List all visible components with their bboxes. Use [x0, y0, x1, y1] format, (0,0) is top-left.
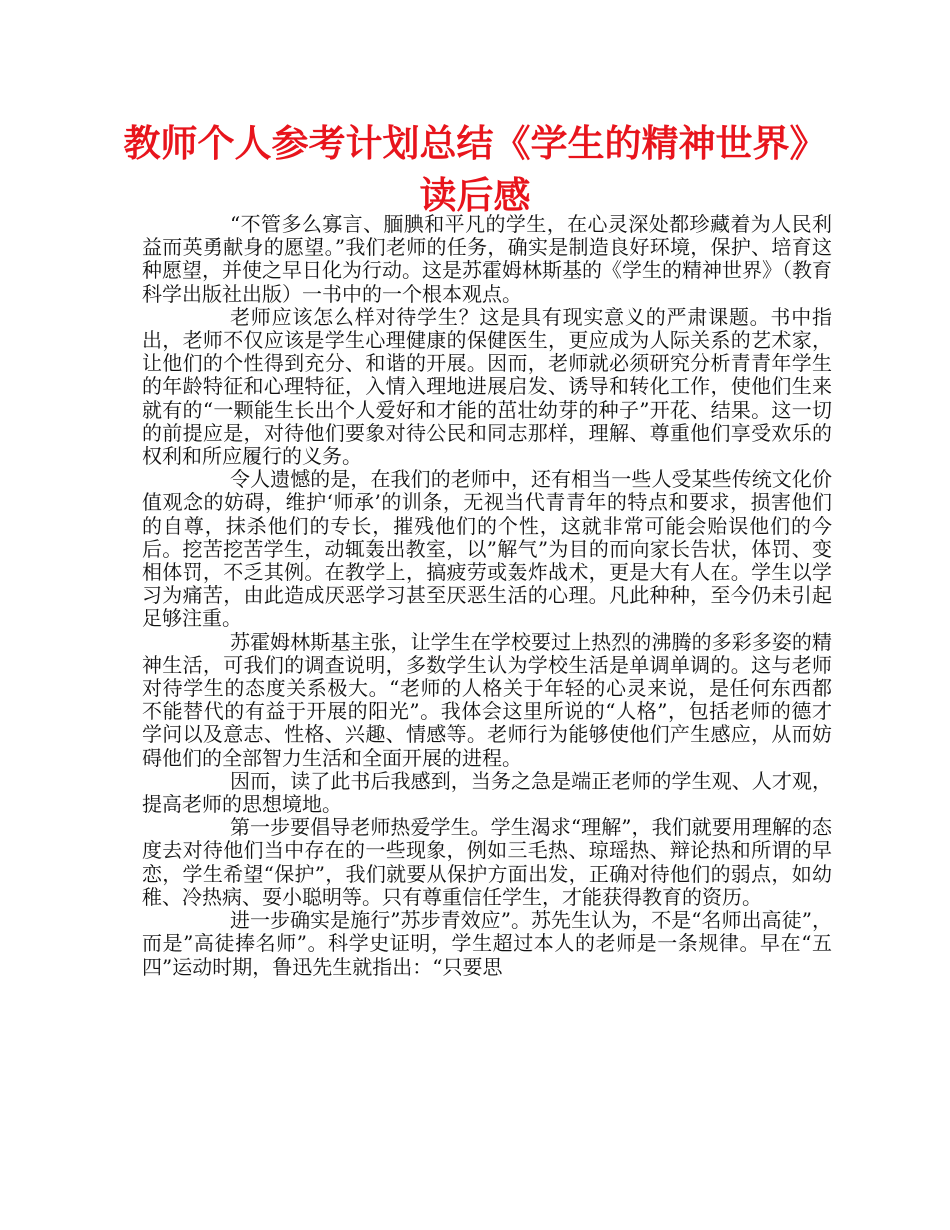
document-title: 教师个人参考计划总结《学生的精神世界》读后感: [123, 122, 827, 217]
paragraph: 进一步确实是施行”苏步青效应”。苏先生认为，不是“名师出高徒”，而是”高徒捧名师”。科学史证明，学生超过本人的老师是一条规律。早在“五四”运动时期，鲁迅先生就指出：“只要思: [142, 908, 832, 979]
paragraph: 苏霍姆林斯基主张，让学生在学校要过上热烈的沸腾的多彩多姿的精神生活，可我们的调查说明，多数学生认为学校生活是单调单调的。这与老师对待学生的态度关系极大。“老师的人格关于年轻的心灵来说，是任何东西都不能替代的有益于开展的阳光”。我体会这里所说的“人格”，包括老师的德才学问以及意志、性格、兴趣、情感等。老师行为能够使他们产生感应，从而妨碍他们的全部智力生活和全面开展的进程。: [142, 629, 832, 770]
paragraph: 令人遗憾的是，在我们的老师中，还有相当一些人受某些传统文化价值观念的妨碍，维护‘师承’的训条，无视当代青青年的特点和要求，损害他们的自尊，抹杀他们的专长，摧残他们的个性，这就非常可能会贻误他们的今后。挖苦挖苦学生，动辄轰出教室，以”解气”为目的而向家长告状，体罚、变相体罚，不乏其例。在教学上，搞疲劳或轰炸战术，更是大有人在。学生以学习为痛苦，由此造成厌恶学习甚至厌恶生活的心理。凡此种种，至今仍未引起足够注重。: [142, 467, 832, 631]
paragraph: 因而，读了此书后我感到，当务之急是端正老师的学生观、人才观，提高老师的思想境地。: [142, 768, 832, 817]
paragraph: “不管多么寡言、腼腆和平凡的学生，在心灵深处都珍藏着为人民利益而英勇献身的愿望。”我们老师的任务，确实是制造良好环境，保护、培育这种愿望，并使之早日化为行动。这是苏霍姆林斯基的《学生的精神世界》（教育科学出版社出版）一书中的一个根本观点。: [142, 212, 832, 306]
paragraph: 第一步要倡导老师热爱学生。学生渴求“理解”，我们就要用理解的态度去对待他们当中存在的一些现象，例如三毛热、琼瑶热、辩论热和所谓的早恋，学生希望“保护”，我们就要从保护方面出发，正确对待他们的弱点，如幼稚、冷热病、耍小聪明等。只有尊重信任学生，才能获得教育的资历。: [142, 815, 832, 909]
document-body: [142, 213, 832, 979]
paragraph: 老师应该怎么样对待学生？这是具有现实意义的严肃课题。书中指出，老师不仅应该是学生心理健康的保健医生，更应成为人际关系的艺术家，让他们的个性得到充分、和谐的开展。因而，老师就必须研究分析青青年学生的年龄特征和心理特征，入情入理地进展启发、诱导和转化工作，使他们生来就有的“一颗能生长出个人爱好和才能的茁壮幼芽的种子”开花、结果。这一切的前提应是，对待他们要象对待公民和同志那样，理解、尊重他们享受欢乐的权利和所应履行的义务。: [142, 304, 832, 469]
